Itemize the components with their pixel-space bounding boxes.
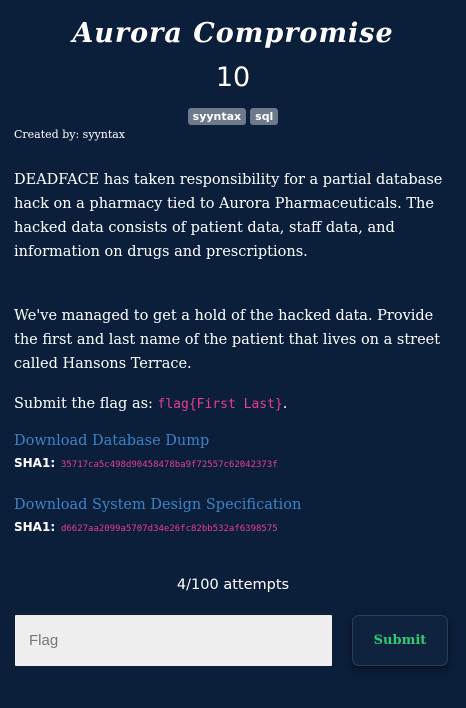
- tag-list: [0, 108, 466, 125]
- submit-button[interactable]: Submit: [352, 615, 448, 666]
- flag-format-paragraph: [14, 392, 444, 417]
- flag-format-suffix: .: [282, 396, 288, 412]
- tag-badge: sql: [250, 108, 278, 125]
- sha1-system-design: [14, 520, 278, 534]
- challenge-title: Aurora Compromise: [72, 18, 394, 49]
- attempts-counter: 4/100 attempts: [176, 577, 290, 593]
- sha1-hash: 35717ca5c498d90458478ba9f72557c62042373f: [60, 460, 278, 470]
- sha1-hash: d6627aa2099a5707d34e26fc82bb532af6398575: [60, 524, 278, 534]
- description-paragraph: We've managed to get a hold of the hacked data. Provide the first and last name of the patient that lives on a street called Hansons Terrace.: [14, 308, 441, 372]
- sha1-label: SHA1:: [14, 456, 56, 470]
- flag-format-code: flag{First Last}: [157, 397, 283, 412]
- download-database-dump-link[interactable]: Download Database Dump: [14, 433, 210, 449]
- flag-format-prefix: Submit the flag as:: [14, 396, 158, 412]
- download-system-design-link[interactable]: Download System Design Specification: [14, 497, 302, 513]
- created-by: Created by: syyntax: [14, 128, 126, 141]
- tag-badge: syyntax: [188, 108, 247, 125]
- challenge-points: 10: [215, 62, 251, 93]
- flag-input[interactable]: [15, 615, 332, 666]
- sha1-database-dump: [14, 456, 278, 470]
- description-paragraph: DEADFACE has taken responsibility for a partial database hack on a pharmacy tied to Aurora Pharmaceuticals. The hacked data consists of patient data, staff data, and information on drugs and prescriptions.: [14, 172, 443, 260]
- sha1-label: SHA1:: [14, 520, 56, 534]
